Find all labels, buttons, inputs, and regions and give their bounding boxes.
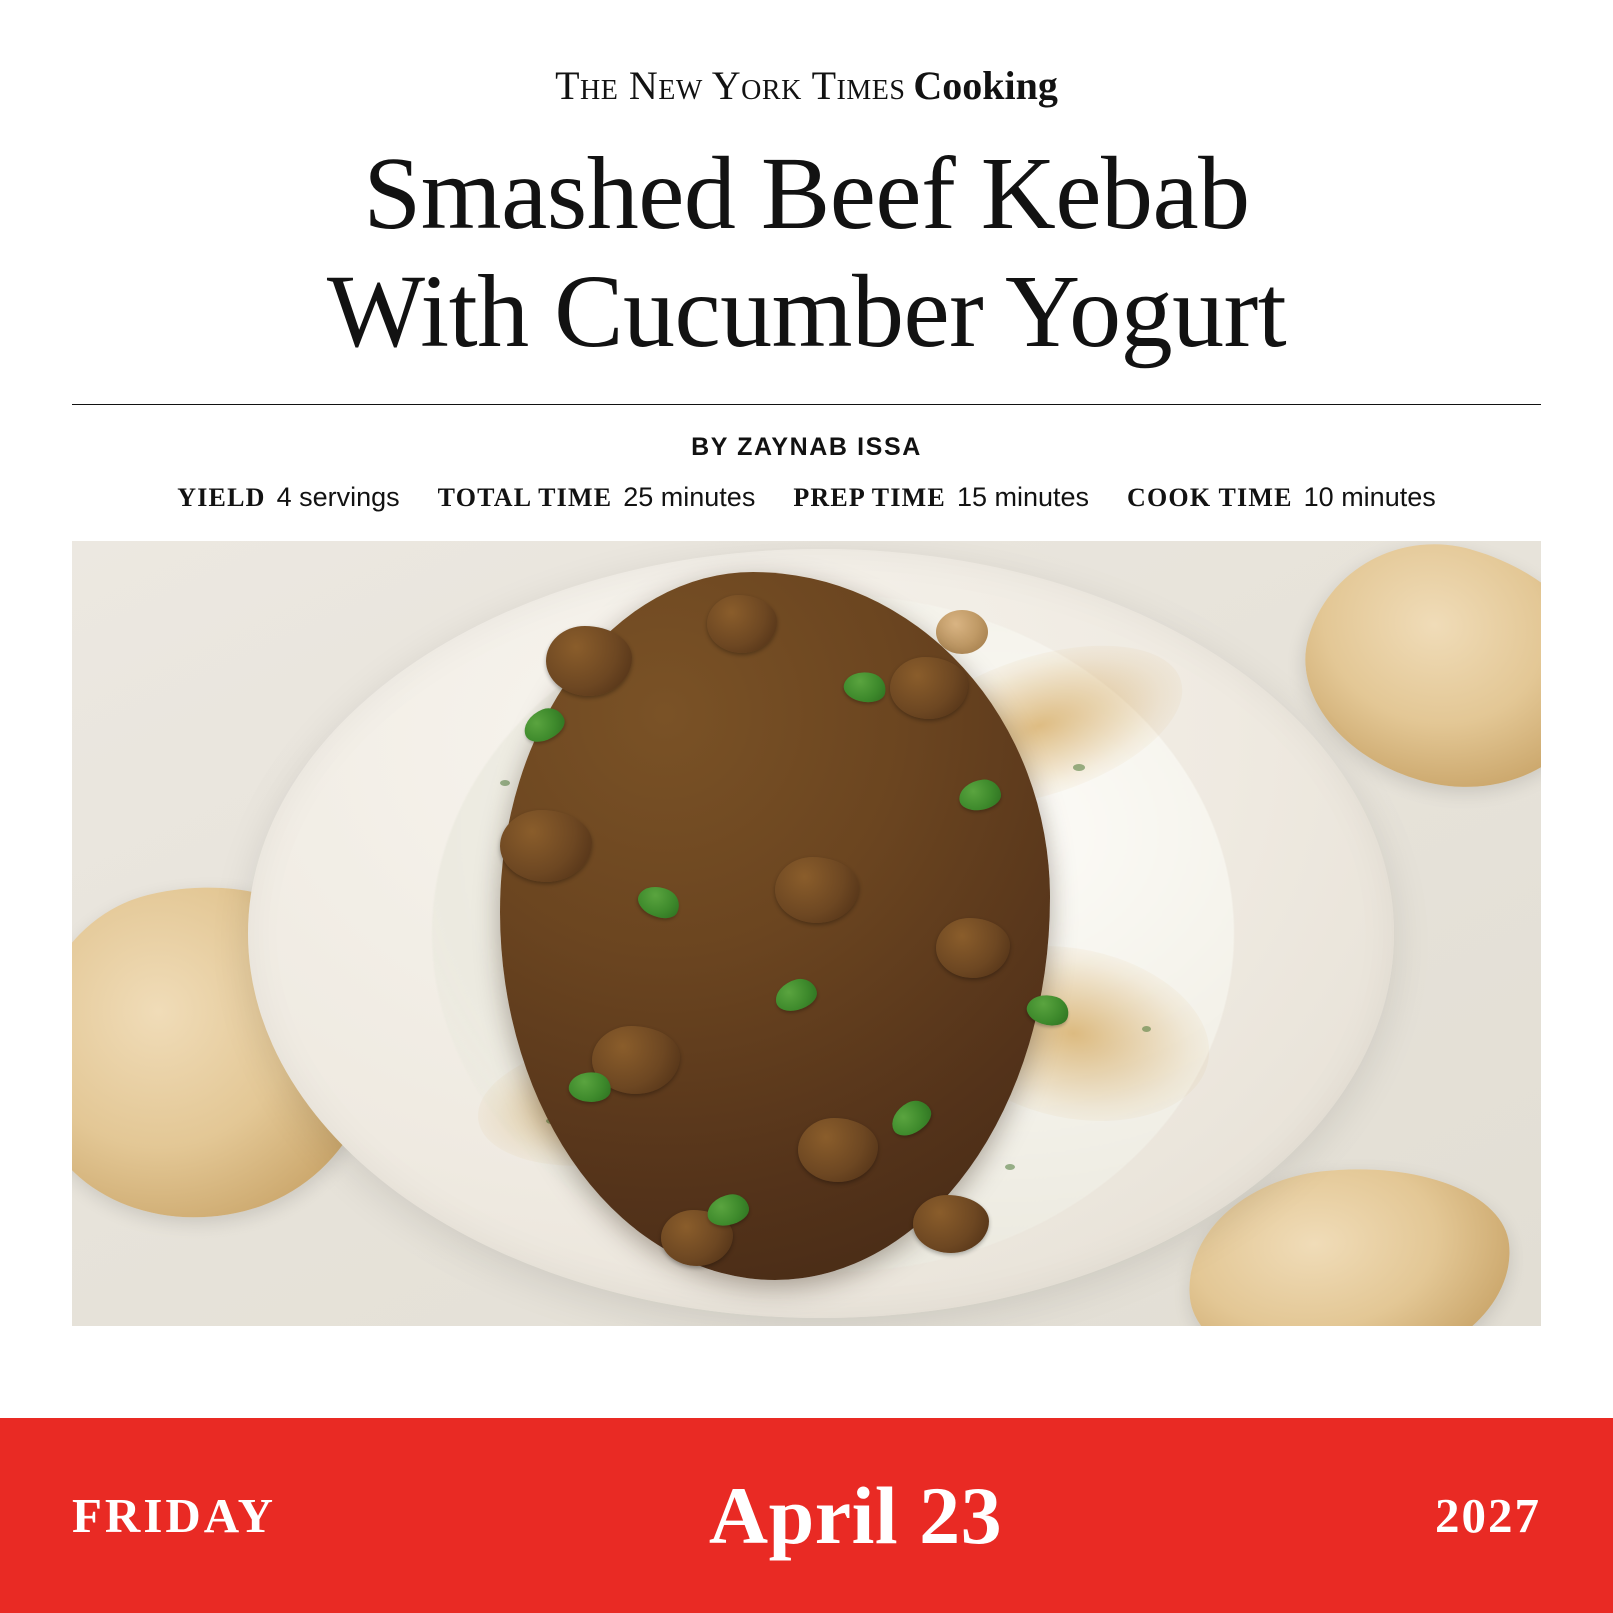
meta-cook-time-label: COOK TIME xyxy=(1127,483,1293,513)
meta-yield-value: 4 servings xyxy=(276,482,400,513)
recipe-title-line-1: Smashed Beef Kebab xyxy=(363,136,1250,251)
recipe-byline: BY ZAYNAB ISSA xyxy=(691,433,922,462)
recipe-photo xyxy=(72,541,1541,1326)
date-footer-bar xyxy=(0,1418,1613,1613)
meta-prep-time-value: 15 minutes xyxy=(956,482,1090,513)
beef-crumble xyxy=(890,657,968,719)
meta-prep-time xyxy=(793,482,1089,513)
footer-date: April 23 xyxy=(708,1469,1003,1561)
recipe-title-block xyxy=(0,113,1613,370)
recipe-title-line-2: With Cucumber Yogurt xyxy=(326,253,1287,369)
nyt-wordmark: The New York Times xyxy=(555,63,906,108)
masthead xyxy=(0,0,1613,113)
cooking-wordmark: Cooking xyxy=(913,63,1058,108)
meta-cook-time xyxy=(1127,482,1436,513)
footer-weekday: FRIDAY xyxy=(72,1488,277,1543)
meta-cook-time-value: 10 minutes xyxy=(1303,482,1436,513)
recipe-meta-row xyxy=(0,482,1613,513)
title-divider xyxy=(72,404,1541,405)
herb-fleck xyxy=(1142,1026,1151,1032)
meta-prep-time-label: PREP TIME xyxy=(793,483,946,513)
serving-plate xyxy=(248,549,1394,1318)
nyt-cooking-logo[interactable] xyxy=(555,62,1058,109)
meta-total-time-label: TOTAL TIME xyxy=(437,483,613,513)
footer-year: 2027 xyxy=(1435,1488,1541,1543)
herb-fleck xyxy=(500,780,510,786)
meta-yield-label: YIELD xyxy=(177,483,266,513)
meta-total-time xyxy=(438,482,756,513)
meta-yield xyxy=(177,482,399,513)
page-title xyxy=(70,135,1543,370)
recipe-photo-image xyxy=(72,541,1541,1326)
meta-total-time-value: 25 minutes xyxy=(623,482,756,513)
